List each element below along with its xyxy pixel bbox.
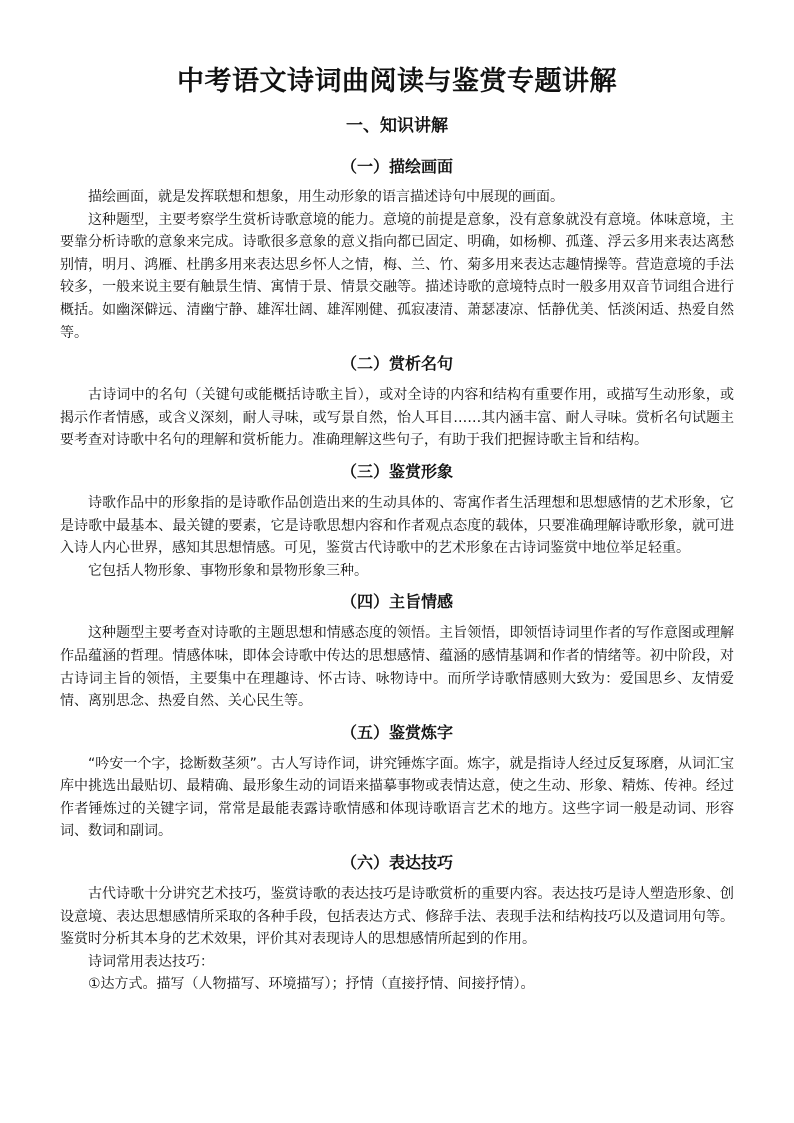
section-paragraph: 这种题型主要考查对诗歌的主题思想和情感态度的领悟。主旨领悟，即领悟诗词里作者的写作意图或理解作品蕴涵的哲理。情感体味，即体会诗歌中传达的思想感情、蕴涵的感情基调和作者的情绪等。初中阶段，对古诗词主旨的领悟，主要集中在理趣诗、怀古诗、咏物诗中。而所学诗歌情感则大致为：爱国思乡、友情爱情、离别思念、热爱自然、关心民生等。	[60, 625, 734, 710]
document-title: 中考语文诗词曲阅读与鉴赏专题讲解	[177, 66, 617, 97]
section-famous-lines	[60, 353, 734, 452]
section-heading: （二）赏析名句	[340, 354, 453, 374]
section-paragraph: 它包括人物形象、事物形象和景物形象三种。	[88, 562, 368, 579]
section-theme-emotion	[60, 591, 734, 712]
section-imagery	[60, 461, 734, 582]
section-paragraph: ①达方式。描写（人物描写、环境描写）；抒情（直接抒情、间接抒情）。	[88, 976, 535, 993]
section-paragraph: “吟安一个字，捻断数茎须”。古人写诗作词，讲究锤炼字面。炼字，就是指诗人经过反复琢磨，从词汇宝库中挑选出最贴切、最精确、最形象生动的词语来描摹事物或表情达意，使之生动、形象、精炼、传神。经过作者锤炼过的关键字词，常常是最能表露诗歌情感和体现诗歌语言艺术的地方。这些字词一般是动词、形容词、数词和副词。	[60, 755, 734, 840]
section-expression-techniques	[60, 852, 734, 996]
section-paragraph: 诗词常用表达技巧：	[88, 953, 214, 970]
section-heading: （三）鉴赏形象	[340, 461, 453, 481]
section-paragraph: 描绘画面，就是发挥联想和想象，用生动形象的语言描述诗句中展现的画面。	[88, 189, 564, 205]
section-heading: （六）表达技巧	[340, 853, 453, 873]
section-word-refining	[60, 722, 734, 843]
section-paragraph: 诗歌作品中的形象指的是诗歌作品创造出来的生动具体的、寄寓作者生活理想和思想感情的艺术形象，它是诗歌中最基本、最关键的要素，它是诗歌思想内容和作者观点态度的载体，只要准确理解诗歌形象，就可进入诗人内心世界，感知其思想情感。可见，鉴赏古代诗歌中的艺术形象在古诗词鉴赏中地位举足轻重。	[60, 494, 734, 557]
section-paragraph: 古代诗歌十分讲究艺术技巧，鉴赏诗歌的表达技巧是诗歌赏析的重要内容。表达技巧是诗人塑造形象、创设意境、表达思想感情所采取的各种手段，包括表达方式、修辞手法、表现手法和结构技巧以及遣词用句等。鉴赏时分析其本身的艺术效果，评价其对表现诗人的思想感情所起到的作用。	[60, 886, 734, 948]
section-heading: （一）描绘画面	[340, 157, 453, 176]
section-paragraph: 这种题型，主要考察学生赏析诗歌意境的能力。意境的前提是意象，没有意象就没有意境。体味意境，主要靠分析诗歌的意象来完成。诗歌很多意象的意义指向都已固定、明确，如杨柳、孤蓬、浮云多用来表达离愁别情，明月、鸿雁、杜鹃多用来表达思乡怀人之情，梅、兰、竹、菊多用来表达志趣情操等。营造意境的手法较多，一般来说主要有触景生情、寓情于景、情景交融等。描述诗歌的意境特点时一般多用双音节词组合进行概括。如幽深僻远、清幽宁静、雄浑壮阔、雄浑刚健、孤寂凄清、萧瑟凄凉、恬静优美、恬淡闲适、热爱自然等。	[60, 211, 734, 341]
document-subtitle: 一、知识讲解	[346, 116, 448, 136]
section-heading: （四）主旨情感	[340, 592, 453, 612]
section-heading: （五）鉴赏炼字	[340, 722, 453, 742]
section-describe-scene	[60, 156, 734, 344]
section-paragraph: 古诗词中的名句（关键句或能概括诗歌主旨），或对全诗的内容和结构有重要作用，或描写生动形象，或揭示作者情感，或含义深刻，耐人寻味，或写景自然，怡人耳目……其内涵丰富、耐人寻味。赏析名句试题主要考查对诗歌中名句的理解和赏析能力。准确理解这些句子，有助于我们把握诗歌主旨和结构。	[60, 387, 734, 449]
